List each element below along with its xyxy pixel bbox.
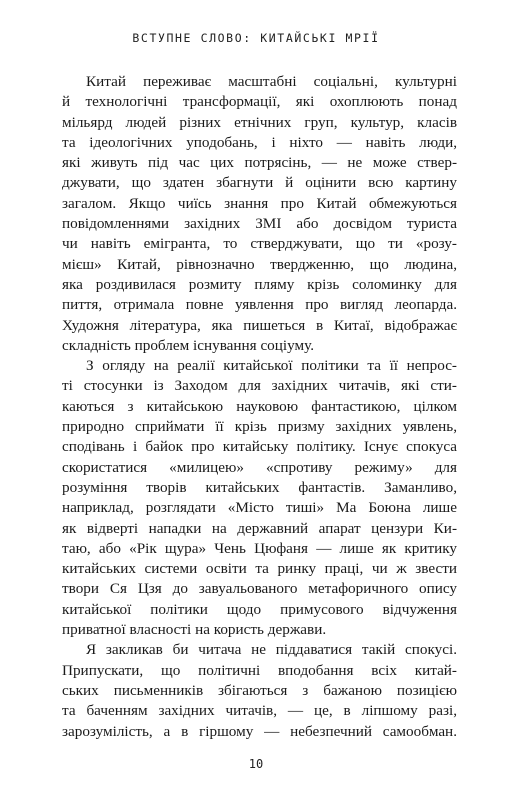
text-line: повідомленнями західних ЗМІ або досвідом туриста bbox=[62, 215, 457, 233]
text-line: ті стосунки із Заходом для західних читачів, які сти- bbox=[62, 377, 457, 395]
text-line: каються з китайською науковою фантастикою, цілком bbox=[62, 397, 457, 415]
text-line: скористатися «милицею» «спротиву режиму» для bbox=[62, 458, 457, 476]
text-line: мієш» Китай, рівнозначно твердженню, що людина, bbox=[62, 255, 457, 273]
text-line: та ідеологічних уподобань, і ніхто — навіть люди, bbox=[62, 133, 457, 151]
text-line: ських письменників збігаються з бажаною позицією bbox=[62, 681, 457, 699]
paragraph-1 bbox=[62, 72, 457, 356]
text-line: китайської політики щодо примусового відчуження bbox=[62, 600, 457, 618]
text-line: які живуть під час цих потрясінь, — не може ствер- bbox=[62, 154, 457, 172]
text-line: мільярд людей різних етнічних груп, культур, класів bbox=[62, 113, 457, 131]
text-line: розуміння творів китайських фантастів. Заманливо, bbox=[62, 478, 457, 496]
body-text bbox=[62, 72, 457, 742]
text-line: Я закликав би читача не піддаватися такій спокусі. bbox=[86, 641, 457, 659]
text-line: приватної власності на користь держави. bbox=[62, 621, 327, 639]
text-line: природно сприймати її крізь призму західних уявлень, bbox=[62, 418, 457, 436]
text-line: пиття, отримала повне уявлення про вигляд леопарда. bbox=[62, 296, 457, 314]
text-line: чи навіть емігранта, то стверджувати, що ти «розу- bbox=[62, 235, 457, 253]
text-line: Художня література, яка пишеться в Китаї, відображає bbox=[62, 316, 457, 334]
text-line: Припускати, що політичні вподобання всіх китай- bbox=[62, 661, 457, 679]
text-line: та баченням західних читачів, — це, в ліпшому разі, bbox=[62, 702, 457, 720]
text-line: таю, або «Рік щура» Чень Цюфаня — лише як критику bbox=[62, 539, 457, 557]
paragraph-2 bbox=[62, 356, 457, 640]
text-line: як відверті нападки на державний апарат цензури Ки- bbox=[62, 519, 457, 537]
paragraph-3 bbox=[62, 640, 457, 741]
text-line: З огляду на реалії китайської політики та її непрос- bbox=[86, 357, 457, 375]
text-line: Китай переживає масштабні соціальні, культурні bbox=[86, 73, 457, 90]
text-line: й технологічні трансформації, які охоплюють понад bbox=[62, 93, 457, 111]
text-line: складність проблем існування соціуму. bbox=[62, 336, 314, 354]
text-line: наприклад, розглядати «Місто тиші» Ма Боюна лише bbox=[62, 499, 457, 517]
text-line: китайських системи освіти та ринку праці, чи ж звести bbox=[62, 560, 457, 578]
text-line: твори Ся Цзя до завуальованого метафоричного опису bbox=[62, 580, 457, 598]
text-line: сподівань і байок про китайську політику. Існує спокуса bbox=[62, 438, 457, 456]
text-line: яка роздивилася розмиту пляму крізь соломинку для bbox=[62, 275, 457, 293]
text-line: джувати, що здатен збагнути й оцінити всю картину bbox=[62, 174, 457, 192]
running-head: ВСТУПНЕ СЛОВО: КИТАЙСЬКІ МРІЇ bbox=[132, 31, 380, 45]
text-line: зарозумілість, а в гіршому — небезпечний самообман. bbox=[62, 722, 457, 740]
page-number: 10 bbox=[248, 757, 264, 771]
text-line: загалом. Якщо чиїсь знання про Китай обмежуються bbox=[62, 194, 457, 212]
